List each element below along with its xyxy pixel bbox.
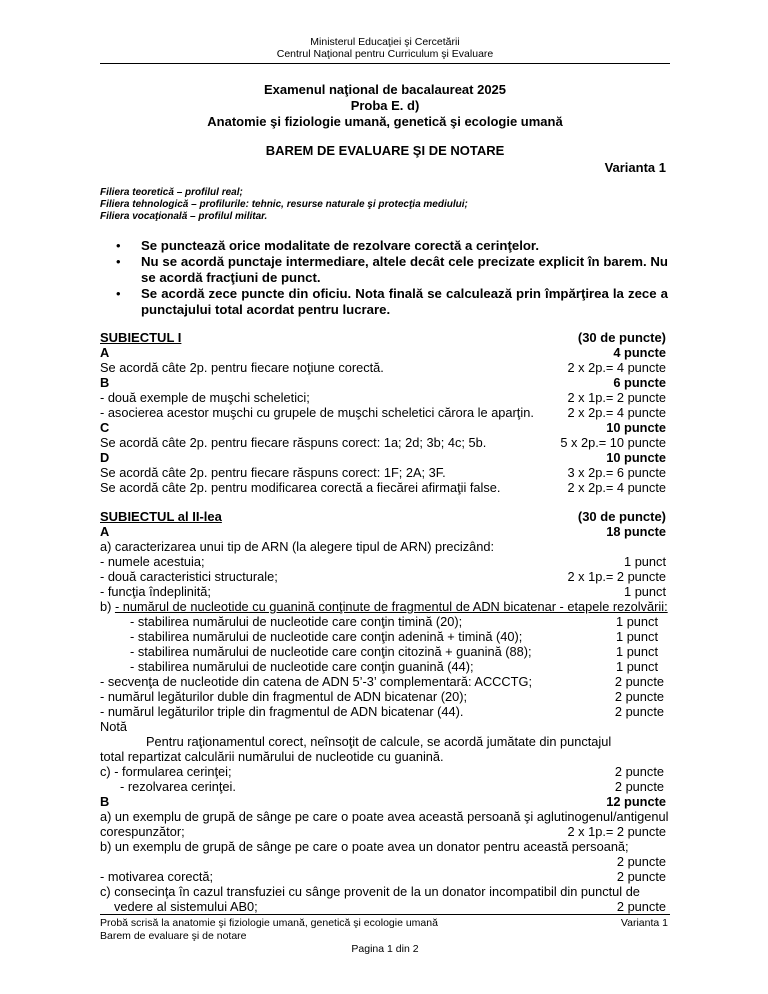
scoring-row: - rezolvarea cerinţei. 2 puncte: [120, 779, 664, 794]
filiera-line: Filiera tehnologică – profilurile: tehnic, resurse naturale şi protecţia mediului;: [100, 199, 468, 210]
center-header: Centrul Naţional pentru Curriculum şi Evaluare: [276, 48, 494, 60]
page-number: Pagina 1 din 2: [351, 943, 419, 955]
filiera-line: Filiera teoretică – profilul real;: [100, 187, 243, 198]
filiera-line: Filiera vocaţională – profilul militar.: [100, 211, 268, 222]
header-divider: [100, 63, 670, 64]
subject-1-heading: SUBIECTUL I (30 de puncte): [100, 330, 666, 345]
scoring-row: - stabilirea numărului de nucleotide care conţin guanină (44); 1 punct: [130, 659, 658, 674]
document-page: Ministerul Educaţiei şi Cercetării Centrul Naţional pentru Curriculum şi Evaluare Examenul naţional de bacalaureat 2025 Proba E. d) Anatomie şi fiziologie umană, genetică şi ecologie umană BAREM DE EVALUARE ŞI DE NOTARE Varianta 1 Filiera teoretică – profilul real; Filiera tehnologică – profilurile: tehnic, resurse naturale şi protecţia mediului; Filiera vocaţională – profilul militar. • Se punctează orice modalitate de rezolvare corectă a cerinţelor. • Nu se acordă punctaje intermediare, altele decât cele precizate explicit în barem. Nu se acordă fracţiuni de punct. • Se acordă zece puncte din oficiu. Nota finală se calculează prin împărţirea la zece a punctajului total acordat pentru lucrare. SUBIECTUL I (30 de puncte) A 4 puncte Se acordă câte 2p. pentru fiecare noţiune corectă. 2 x 2p.= 4 puncte B 6 puncte - două exemple de muşchi scheletici; 2 x 1p.= 2 puncte - asocierea acestor muşchi cu grupele de muşchi scheletici cărora le aparţin. 2 x 2p.= 4 puncte C 10 puncte Se acordă câte 2p. pentru fiecare răspuns corect: 1a; 2d; 3b; 4c; 5b. 5 x 2p.= 10 puncte D 10 puncte Se acordă câte 2p. pentru fiecare răspuns corect: 1F; 2A; 3F. 3 x 2p.= 6 puncte Se acordă câte 2p. pentru modificarea corectă a fiecărei afirmaţii false. 2 x 2p.= 4 puncte SUBIECTUL al II-lea (30 de puncte) A 18 puncte a) caracterizarea unui tip de ARN (la alegere tipul de ARN) precizând: - numele acestuia; 1 punct - două caracteristici structurale; 2 x 1p.= 2 puncte - funcţia îndeplinită; 1 punct b) - numărul de nucleotide cu guanină conţinute de fragmentul de ADN bicatenar - etapele rezolvării: - stabilirea numărului de nucleotide care conţin timină (20); 1 punct - stabilirea numărului de nucleotide care conţin adenină + timină (40); 1 punct - stabilirea numărului de nucleotide care conţin citozină + guanină (88); 1 punct - stabilirea numărului de nucleotide care conţin guanină (44); 1 punct - secvenţa de nucleotide din catena de ADN 5’-3’ complementară: ACCCTG; 2 puncte - numărul legăturilor duble din fragmentul de ADN bicatenar (20); 2 puncte - numărul legăturilor triple din fragmentul de ADN bicatenar (44). 2 puncte Notă Pentru raţionamentul corect, neînsoţit de calcule, se acordă jumătate din punctajul total repartizat calculării numărului de nucleotide cu guanină. c) - formularea cerinţei; 2 puncte - rezolvarea cerinţei. 2 puncte B 12 puncte a) un exemplu de grupă de sânge pe care o poate avea această persoană şi aglutinogenul/antigenul corespunzător; 2 x 1p.= 2 puncte b) un exemplu de grupă de sânge pe care o poate avea un donator pentru această persoană; 2 puncte - motivarea corectă; 2 puncte c) consecinţa în cazul transfuziei cu sânge provenit de la un donator incompatibil din punctul de vedere al sistemului AB0; 2 puncte Probă scrisă la anatomie şi fiziologie umană, genetică şi ecologie umană Varianta 1 Barem de evaluare şi de notare Pagina 1 din 2: [100, 36, 669, 955]
note-text: total repartizat calculării numărului de nucleotide cu guanină.: [100, 749, 444, 764]
scoring-row: vedere al sistemului AB0; 2 puncte: [114, 899, 666, 914]
scoring-row: - asocierea acestor muşchi cu grupele de muşchi scheletici cărora le aparţin. 2 x 2p.= 4 puncte: [100, 405, 666, 420]
footer-barem-line: Barem de evaluare şi de notare: [100, 930, 247, 942]
scoring-row: Se acordă câte 2p. pentru fiecare răspuns corect: 1a; 2d; 3b; 4c; 5b. 5 x 2p.= 10 puncte: [100, 435, 666, 450]
scoring-row: - numărul legăturilor duble din fragmentul de ADN bicatenar (20); 2 puncte: [100, 689, 664, 704]
barem-title: BAREM DE EVALUARE ŞI DE NOTARE: [265, 143, 505, 158]
subject-2-heading: SUBIECTUL al II-lea (30 de puncte): [100, 509, 666, 524]
scoring-row: corespunzător; 2 x 1p.= 2 puncte: [100, 824, 666, 839]
note-label: Notă: [100, 719, 128, 734]
scoring-row: - funcţia îndeplinită; 1 punct: [100, 584, 666, 599]
footer-exam-line: Probă scrisă la anatomie şi fiziologie umană, genetică şi ecologie umană: [100, 917, 438, 929]
section-heading: A 4 puncte: [100, 345, 666, 360]
scoring-row: c) - formularea cerinţei; 2 puncte: [100, 764, 664, 779]
scoring-row: - stabilirea numărului de nucleotide care conţin citozină + guanină (88); 1 punct: [130, 644, 658, 659]
exam-title: Examenul naţional de bacalaureat 2025: [263, 82, 507, 97]
scoring-row: - motivarea corectă; 2 puncte: [100, 869, 666, 884]
subject-title: Anatomie şi fiziologie umană, genetică şi ecologie umană: [207, 114, 563, 129]
scoring-row: Se acordă câte 2p. pentru modificarea corectă a fiecărei afirmaţii false. 2 x 2p.= 4 puncte: [100, 480, 666, 495]
scoring-row: - stabilirea numărului de nucleotide care conţin timină (20); 1 punct: [130, 614, 658, 629]
scoring-row: b) - numărul de nucleotide cu guanină conţinute de fragmentul de ADN bicatenar - etapele rezolvării:: [100, 599, 668, 614]
scoring-row: - două caracteristici structurale; 2 x 1p.= 2 puncte: [100, 569, 666, 584]
section-heading: D 10 puncte: [100, 450, 666, 465]
scoring-row: a) un exemplu de grupă de sânge pe care o poate avea această persoană şi aglutinogenul/antigenul: [100, 809, 669, 824]
scoring-row: - stabilirea numărului de nucleotide care conţin adenină + timină (40); 1 punct: [130, 629, 658, 644]
variant-label: Varianta 1: [604, 160, 666, 175]
ministry-header: Ministerul Educaţiei şi Cercetării: [310, 36, 460, 48]
proba-title: Proba E. d): [350, 98, 420, 113]
section-heading: B 12 puncte: [100, 794, 666, 809]
section-heading: C 10 puncte: [100, 420, 666, 435]
scoring-row: Se acordă câte 2p. pentru fiecare răspuns corect: 1F; 2A; 3F. 3 x 2p.= 6 puncte: [100, 465, 666, 480]
scoring-row: 2 puncte: [616, 854, 666, 869]
scoring-row: b) un exemplu de grupă de sânge pe care o poate avea un donator pentru această persoană;: [100, 839, 629, 854]
scoring-row: - secvenţa de nucleotide din catena de ADN 5’-3’ complementară: ACCCTG; 2 puncte: [100, 674, 664, 689]
footer-variant: Varianta 1: [620, 917, 668, 929]
note-text: Pentru raţionamentul corect, neînsoţit de calcule, se acordă jumătate din punctajul: [146, 734, 612, 749]
scoring-row: - două exemple de muşchi scheletici; 2 x 1p.= 2 puncte: [100, 390, 666, 405]
scoring-row: Se acordă câte 2p. pentru fiecare noţiune corectă. 2 x 2p.= 4 puncte: [100, 360, 666, 375]
scoring-row: - numele acestuia; 1 punct: [100, 554, 666, 569]
scoring-row: c) consecinţa în cazul transfuziei cu sânge provenit de la un donator incompatibil din punctul de: [100, 884, 640, 899]
scoring-row: - numărul legăturilor triple din fragmentul de ADN bicatenar (44). 2 puncte: [100, 704, 664, 719]
scoring-row: a) caracterizarea unui tip de ARN (la alegere tipul de ARN) precizând:: [100, 539, 495, 554]
section-heading: A 18 puncte: [100, 524, 666, 539]
footer-divider: [100, 914, 670, 915]
section-heading: B 6 puncte: [100, 375, 666, 390]
